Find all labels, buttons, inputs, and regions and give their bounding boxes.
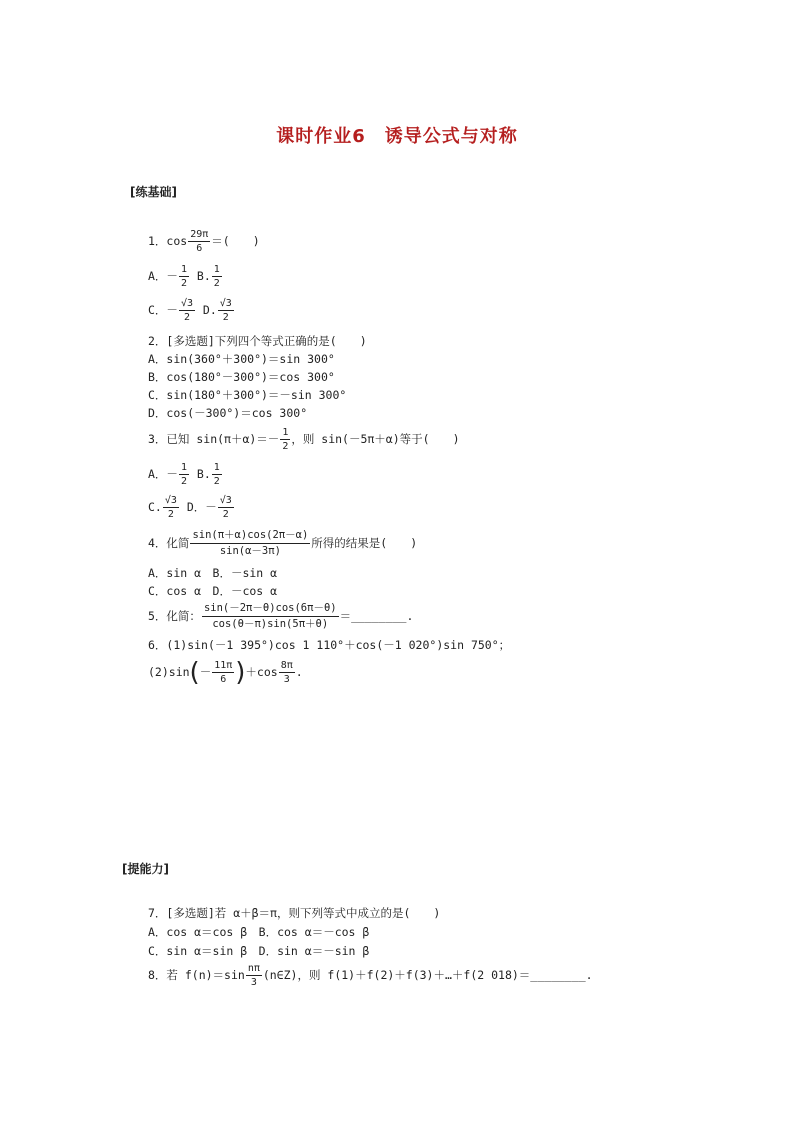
q3-c-den: 2 [167, 509, 174, 520]
q3-d-den: 2 [222, 509, 229, 520]
q1-option-a-fraction [179, 263, 189, 290]
q3-suffix: ，则 sin(－5π＋α)等于( ) [291, 432, 460, 446]
q4-options-ab: A．sin α B．－sin α [148, 566, 278, 580]
q1-option-c-label: C．－ [148, 303, 178, 317]
q4-num: sin(π＋α)cos(2π－α) [190, 528, 310, 544]
q3-num: 1 [282, 427, 289, 438]
q3-option-d-fraction [218, 494, 234, 521]
q3-a-num: 1 [180, 462, 187, 473]
q6-num-1: 11π [214, 660, 233, 671]
q1-prefix: 1．cos [148, 234, 188, 248]
q2-option-d: D．cos(－300°)＝cos 300° [148, 406, 308, 420]
q6-left-paren: ( [189, 657, 200, 688]
q3-fraction [280, 426, 290, 453]
q1-b-num: 1 [213, 264, 220, 275]
q4-options-cd: C．cos α D．－cos α [148, 584, 278, 598]
q7-options-ab: A．cos α＝cos β B．cos α＝－cos β [148, 925, 370, 939]
q1-options-cd [148, 297, 235, 324]
q3-den: 2 [282, 441, 289, 452]
q1-d-den: 2 [222, 312, 229, 323]
q3-option-a-label: A．－ [148, 467, 178, 481]
q1-option-c-fraction [179, 297, 195, 324]
q2-option-a: A．sin(360°＋300°)＝sin 300° [148, 352, 335, 366]
q2-option-c: C．sin(180°＋300°)＝－sin 300° [148, 388, 347, 402]
q6-fraction-2 [279, 659, 295, 686]
q3-b-den: 2 [213, 476, 220, 487]
q5-fraction [202, 601, 339, 632]
q1-b-den: 2 [213, 278, 220, 289]
q8-fraction [246, 962, 262, 989]
q3-option-d-label: D．－ [186, 500, 217, 514]
q3-b-num: 1 [213, 462, 220, 473]
question-3 [148, 426, 460, 453]
question-6-part-1: 6．(1)sin(－1 395°)cos 1 110°＋cos(－1 020°)sin 750°； [148, 638, 511, 652]
question-2-stem: 2．[多选题]下列四个等式正确的是( ) [148, 334, 367, 348]
question-4 [148, 528, 417, 559]
q6-den-2: 3 [283, 674, 290, 685]
q4-prefix: 4．化简 [148, 536, 190, 550]
q1-numerator: 29π [190, 229, 209, 240]
question-7-stem: 7．[多选题]若 α＋β＝π，则下列等式中成立的是( ) [148, 906, 441, 920]
q6-p2-minus: － [199, 665, 212, 679]
q6-den-1: 6 [220, 674, 227, 685]
q5-den: cos(θ－π)sin(5π＋θ) [212, 618, 329, 630]
q3-d-num: √3 [219, 495, 232, 506]
question-5 [148, 601, 413, 632]
q3-options-cd [148, 494, 235, 521]
q1-suffix: ＝( ) [211, 234, 260, 248]
q5-suffix: ＝________. [339, 609, 414, 623]
q3-option-a-fraction [179, 461, 189, 488]
q8-prefix: 8．若 f(n)＝sin [148, 968, 245, 982]
q1-c-den: 2 [183, 312, 190, 323]
q4-suffix: 所得的结果是( ) [311, 536, 418, 550]
q1-option-d-label: D. [202, 303, 217, 317]
page-title: 课时作业6 诱导公式与对称 [276, 126, 518, 147]
q8-den: 3 [250, 977, 257, 988]
q3-options-ab [148, 461, 223, 488]
q1-a-den: 2 [180, 278, 187, 289]
q3-option-b-label: B. [196, 467, 211, 481]
q3-option-c-fraction [163, 494, 179, 521]
q4-fraction [190, 528, 310, 559]
q3-option-c-label: C. [148, 500, 162, 514]
question-1 [148, 228, 260, 255]
q3-a-den: 2 [180, 476, 187, 487]
q6-right-paren: ) [235, 657, 246, 688]
q3-prefix: 3．已知 sin(π＋α)＝－ [148, 432, 280, 446]
q2-option-b: B．cos(180°－300°)＝cos 300° [148, 370, 335, 384]
q6-p2-end: . [295, 665, 303, 679]
q4-den: sin(α－3π) [219, 545, 281, 557]
q7-options-cd: C．sin α＝sin β D．sin α＝－sin β [148, 944, 370, 958]
q8-num: nπ [247, 963, 260, 974]
q1-fraction [188, 228, 210, 255]
q6-p2-mid: ＋cos [245, 665, 278, 679]
q1-option-a-label: A．－ [148, 269, 178, 283]
q1-d-num: √3 [219, 298, 232, 309]
q6-p2-prefix: (2)sin [148, 665, 190, 679]
section-heading-basic: [练基础] [130, 185, 177, 199]
q1-options-ab [148, 263, 223, 290]
q1-denominator: 6 [196, 243, 203, 254]
q1-a-num: 1 [180, 264, 187, 275]
question-8 [148, 962, 593, 989]
q1-option-b-fraction [212, 263, 222, 290]
q1-option-b-label: B. [196, 269, 211, 283]
q1-option-d-fraction [218, 297, 234, 324]
section-heading-advanced: [提能力] [122, 862, 169, 876]
q3-c-num: √3 [164, 495, 177, 506]
q6-fraction-1 [212, 659, 234, 686]
q5-num: sin(－2π－θ)cos(6π－θ) [202, 601, 339, 617]
q8-suffix: (n∈Z)，则 f(1)＋f(2)＋f(3)＋…＋f(2 018)＝________. [262, 968, 593, 982]
question-6-part-2 [148, 659, 303, 686]
q6-num-2: 8π [280, 660, 293, 671]
q1-c-num: √3 [180, 298, 193, 309]
q3-option-b-fraction [212, 461, 222, 488]
q5-prefix: 5．化简： [148, 609, 201, 623]
